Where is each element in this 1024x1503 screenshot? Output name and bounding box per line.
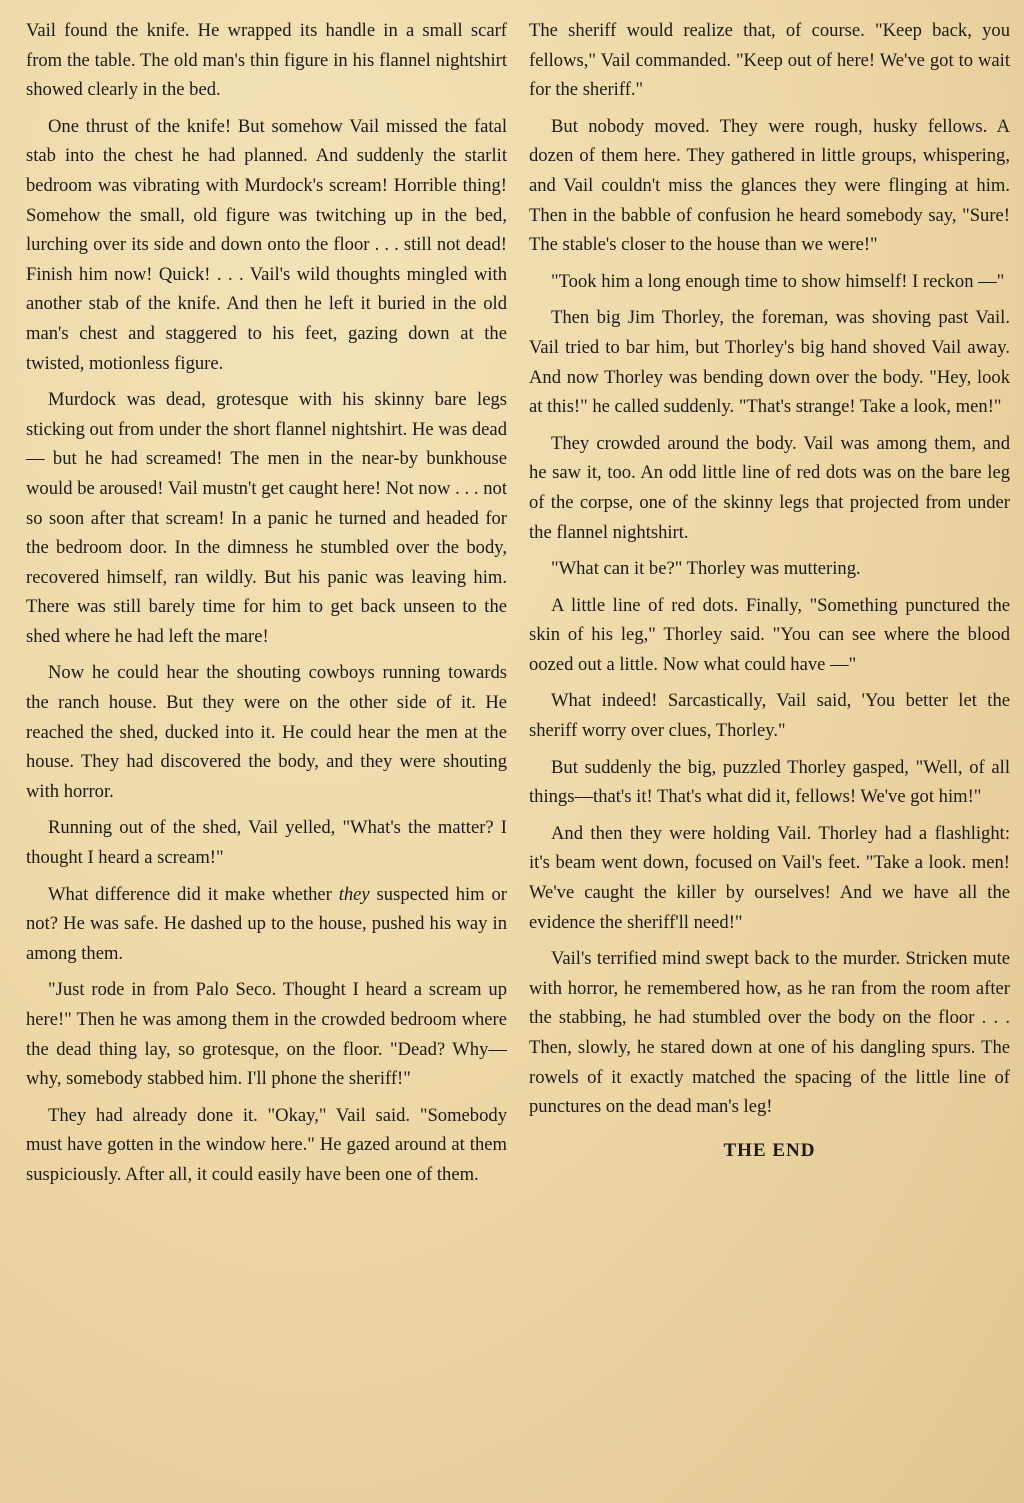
- paragraph-text: suspected him or not? He was safe. He dashed up to the house, pushed his way in among them.: [26, 883, 507, 964]
- paragraph: But suddenly the big, puzzled Thorley gasped, "Well, of all things—that's it! That's what did it, fellows! We've got him!": [529, 756, 1010, 808]
- paragraph: Now he could hear the shouting cowboys running towards the ranch house. But they were on the other side of it. He reached the shed, ducked into it. He could hear the men at the house. They had discovered the body, and they were shouting with horror.: [26, 662, 507, 802]
- paragraph: And then they were holding Vail. Thorley had a flashlight: it's beam went down, focused on Vail's feet. "Take a look. men! We've caught the killer by ourselves! And we have all the evidence the sheriff'll need!": [529, 822, 1010, 933]
- paragraph: Vail found the knife. He wrapped its handle in a small scarf from the table. The old man's thin figure in his flannel nightshirt showed clearly in the bed.: [26, 20, 507, 101]
- paragraph: A little line of red dots. Finally, "Something punctured the skin of his leg," Thorley said. "You can see where the blood oozed out a little. Now what could have —": [529, 594, 1010, 675]
- paragraph-text: What difference did it make whether: [48, 883, 339, 905]
- end-label: THE END: [723, 1139, 816, 1161]
- paragraph: Murdock was dead, grotesque with his skinny bare legs sticking out from under the short flannel nightshirt. He was dead — but he had screamed! The men in the near-by bunkhouse would be aroused! Vail mustn't get caught here! Not now . . . not so soon after that scream! In a panic he turned and headed for the bedroom door. In the dimness he stumbled over the body, recovered himself, ran wildly. But his panic was leaving him. There was still barely time for him to get back unseen to the shed where he had left the mare!: [26, 389, 507, 647]
- paragraph: "Took him a long enough time to show himself! I reckon —": [551, 270, 1005, 292]
- paragraph: The sheriff would realize that, of course. "Keep back, you fellows," Vail commanded. "Keep out of here! We've got to wait for the sheriff.": [529, 20, 1010, 101]
- paragraph: Then big Jim Thorley, the foreman, was shoving past Vail. Vail tried to bar him, but Thorley's big hand shoved Vail away. And now Thorley was bending down over the body. "Hey, look at this!" he called suddenly. "That's strange! Take a look, men!": [529, 307, 1010, 418]
- paragraph: One thrust of the knife! But somehow Vail missed the fatal stab into the chest he had planned. And suddenly the starlit bedroom was vibrating with Murdock's scream! Horrible thing! Somehow the small, old figure was twitching up in the bed, lurching over its side and down onto the floor . . . still not dead! Finish him now! Quick! . . . Vail's wild thoughts mingled with another stab of the knife. And then he left it buried in the old man's chest and staggered to his feet, gazing down at the twisted, motionless figure.: [26, 115, 507, 374]
- emphasis-text: they: [338, 883, 370, 905]
- paragraph: They crowded around the body. Vail was among them, and he saw it, too. An odd little line of red dots was on the bare leg of the corpse, one of the skinny legs that projected from under the flannel nightshirt.: [529, 432, 1010, 543]
- paragraph: Vail's terrified mind swept back to the murder. Stricken mute with horror, he remembered how, as he ran from the room after the stabbing, he had stumbled over the body on the floor . . . Then, slowly, he stared down at one of his dangling spurs. The rowels of it exactly matched the spacing of the little line of punctures on the dead man's leg!: [529, 948, 1010, 1118]
- paragraph: "Just rode in from Palo Seco. Thought I heard a scream up here!" Then he was among them in the crowded bedroom where the dead thing lay, so grotesque, on the floor. "Dead? Why—why, somebody stabbed him. I'll phone the sheriff!": [26, 979, 507, 1090]
- paragraph: What indeed! Sarcastically, Vail said, 'You better let the sheriff worry over clues, Thorley.": [529, 690, 1010, 742]
- paragraph: [26, 880, 507, 969]
- paragraph: They had already done it. "Okay," Vail said. "Somebody must have gotten in the window here." He gazed around at them suspiciously. After all, it could easily have been one of them.: [26, 1104, 507, 1185]
- right-column: [529, 16, 1010, 1503]
- left-column: [26, 16, 507, 1503]
- paragraph: Running out of the shed, Vail yelled, "What's the matter? I thought I heard a scream!": [26, 817, 507, 869]
- paragraph: "What can it be?" Thorley was muttering.: [551, 558, 861, 580]
- paragraph: But nobody moved. They were rough, husky fellows. A dozen of them here. They gathered in little groups, whispering, and Vail couldn't miss the glances they were flinging at him. Then in the babble of confusion he heard somebody say, "Sure! The stable's closer to the house than we were!": [529, 115, 1010, 256]
